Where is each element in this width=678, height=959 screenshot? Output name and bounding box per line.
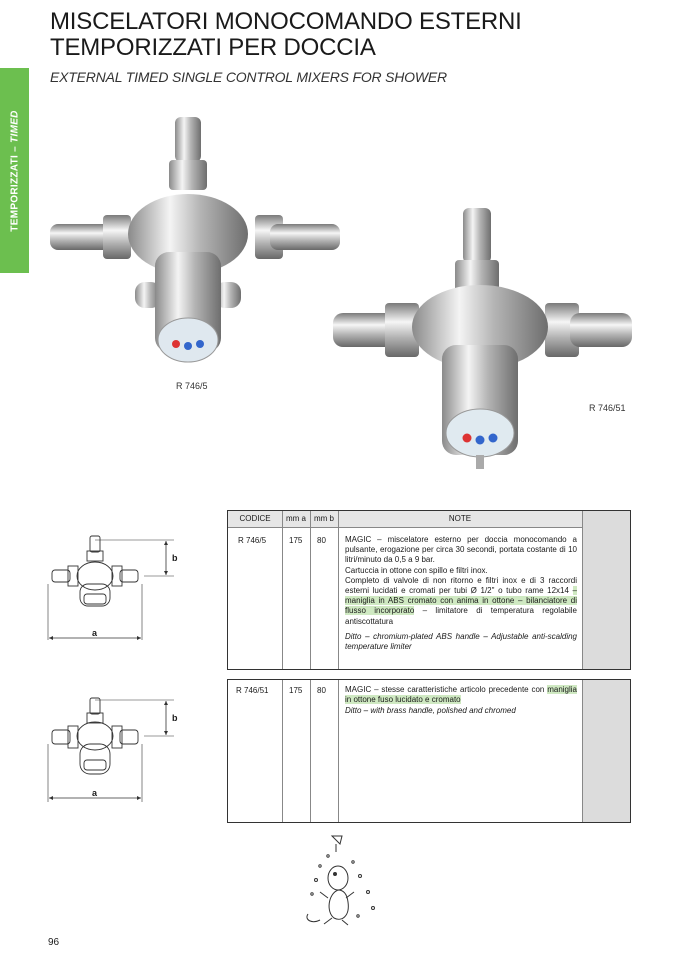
page-title	[50, 9, 650, 61]
cell-code: R 746/51	[236, 686, 269, 695]
cell-note	[345, 685, 577, 717]
note-line: Cartuccia in ottone con spillo e filtri inox.	[345, 565, 488, 575]
table-gray-column	[582, 680, 630, 822]
section-side-tab-label: TEMPORIZZATI – TIMED	[9, 109, 20, 232]
cell-mm-b: 80	[317, 536, 326, 545]
product-photo-r746-51	[330, 205, 635, 475]
note-highlight: maniglia in ottone fuso lucidato e cromato	[345, 685, 577, 705]
cell-mm-b: 80	[317, 686, 326, 695]
section-side-tab	[0, 68, 29, 273]
note-line: Completo di valvole di non ritorno e filtri inox e di 3 raccordi esterni lucidati e cromati per tubi Ø 1/2" o tubo rame 12x14 – maniglia in ABS cromato con anima in ottone – bilanciatore di flusso incorporato – limitatore di temperatura regolabile antiscottatura	[345, 575, 577, 626]
dimension-label-a-1: a	[92, 628, 98, 638]
note-english: Ditto – chromium-plated ABS handle – Adjustable anti-scalding temperature limiter	[345, 631, 577, 652]
mascot-shower-illustration	[298, 832, 388, 927]
header-code: CODICE	[239, 514, 271, 523]
product-photo-r746-5	[45, 112, 345, 372]
note-line: MAGIC – miscelatore esterno per doccia monocomando a pulsante, erogazione per circa 30 secondi, portata costante di 10 litri/minuto da 0,5 a 9 bar.	[345, 535, 577, 565]
cell-code: R 746/5	[238, 536, 267, 545]
dimension-diagram-r746-5	[44, 532, 189, 644]
page-title-line1: MISCELATORI MONOCOMANDO ESTERNI	[50, 8, 522, 35]
dimension-label-a-2: a	[92, 788, 98, 798]
note-highlight: – maniglia in ABS cromato con anima in ottone – bilanciatore di flusso incorporato	[345, 586, 577, 616]
cell-note	[345, 535, 577, 652]
page-number: 96	[48, 937, 60, 948]
dimension-label-b-2: b	[172, 713, 178, 723]
note-line: MAGIC – stesse caratteristiche articolo precedente con maniglia in ottone fuso lucidato e cromato	[345, 685, 577, 705]
header-mm-a: mm a	[286, 514, 306, 523]
header-note: NOTE	[448, 514, 472, 523]
cell-mm-a: 175	[289, 686, 303, 695]
table-gray-column	[582, 511, 630, 669]
product-label-r746-51: R 746/51	[589, 403, 626, 413]
page-subtitle: EXTERNAL TIMED SINGLE CONTROL MIXERS FOR SHOWER	[50, 69, 447, 85]
product-table-r746-5	[227, 510, 631, 670]
dimension-label-b-1: b	[172, 553, 178, 563]
header-mm-b: mm b	[314, 514, 334, 523]
dimension-diagram-r746-51	[44, 694, 189, 806]
cell-mm-a: 175	[289, 536, 303, 545]
product-label-r746-5: R 746/5	[176, 381, 208, 391]
note-english: Ditto – with brass handle, polished and chromed	[345, 706, 516, 716]
page-title-line2: TEMPORIZZATI PER DOCCIA	[50, 34, 376, 61]
product-table-r746-51	[227, 679, 631, 823]
